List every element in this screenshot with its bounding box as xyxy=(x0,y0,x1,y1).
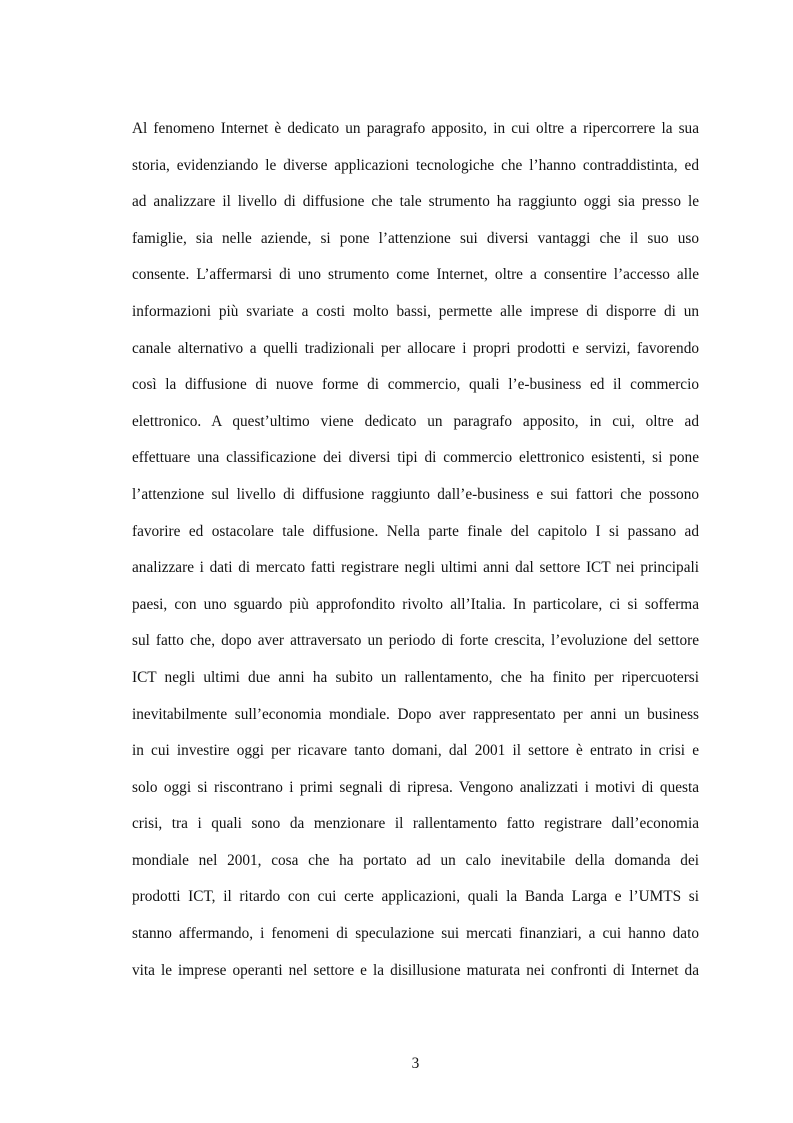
text-line: storia, evidenziando le diverse applicazioni tecnologiche che l’hanno contraddistinta, ed xyxy=(132,156,699,174)
text-line: famiglie, sia nelle aziende, si pone l’attenzione sui diversi vantaggi che il suo uso xyxy=(132,229,699,247)
text-line: analizzare i dati di mercato fatti registrare negli ultimi anni dal settore ICT nei principali xyxy=(132,559,699,577)
text-line: ICT negli ultimi due anni ha subito un rallentamento, che ha finito per ripercuotersi xyxy=(132,668,699,686)
text-line: vita le imprese operanti nel settore e la disillusione maturata nei confronti di Internet da xyxy=(132,961,699,979)
text-line: effettuare una classificazione dei diversi tipi di commercio elettronico esistenti, si pone xyxy=(132,449,699,467)
text-line: l’attenzione sul livello di diffusione raggiunto dall’e-business e sui fattori che possono xyxy=(132,485,699,503)
text-line: solo oggi si riscontrano i primi segnali di ripresa. Vengono analizzati i motivi di questa xyxy=(132,778,699,796)
text-line: favorire ed ostacolare tale diffusione. Nella parte finale del capitolo I si passano ad xyxy=(132,522,699,540)
text-line: canale alternativo a quelli tradizionali per allocare i propri prodotti e servizi, favorendo xyxy=(132,339,699,357)
text-line: informazioni più svariate a costi molto bassi, permette alle imprese di disporre di un xyxy=(132,302,699,320)
text-line: mondiale nel 2001, cosa che ha portato ad un calo inevitabile della domanda dei xyxy=(132,851,699,869)
text-line: in cui investire oggi per ricavare tanto domani, dal 2001 il settore è entrato in crisi e xyxy=(132,742,699,760)
text-line: elettronico. A quest’ultimo viene dedicato un paragrafo apposito, in cui, oltre ad xyxy=(132,412,699,430)
text-line: Al fenomeno Internet è dedicato un paragrafo apposito, in cui oltre a ripercorrere la sua xyxy=(132,120,699,137)
text-line: crisi, tra i quali sono da menzionare il rallentamento fatto registrare dall’economia xyxy=(132,815,699,833)
text-line: stanno affermando, i fenomeni di speculazione sui mercati finanziari, a cui hanno dato xyxy=(132,925,699,943)
body-paragraph xyxy=(132,111,699,989)
text-line: consente. L’affermarsi di uno strumento come Internet, oltre a consentire l’accesso alle xyxy=(132,266,699,284)
text-line: prodotti ICT, il ritardo con cui certe applicazioni, quali la Banda Larga e l’UMTS si xyxy=(132,888,699,906)
text-line: inevitabilmente sull’economia mondiale. Dopo aver rappresentato per anni un business xyxy=(132,705,699,723)
text-line: così la diffusione di nuove forme di commercio, quali l’e-business ed il commercio xyxy=(132,376,699,394)
page-number: 3 xyxy=(411,1055,420,1072)
text-line: ad analizzare il livello di diffusione che tale strumento ha raggiunto oggi sia presso le xyxy=(132,193,699,211)
text-line: paesi, con uno sguardo più approfondito rivolto all’Italia. In particolare, ci si sofferma xyxy=(132,595,699,613)
text-line: sul fatto che, dopo aver attraversato un periodo di forte crescita, l’evoluzione del settore xyxy=(132,632,699,650)
